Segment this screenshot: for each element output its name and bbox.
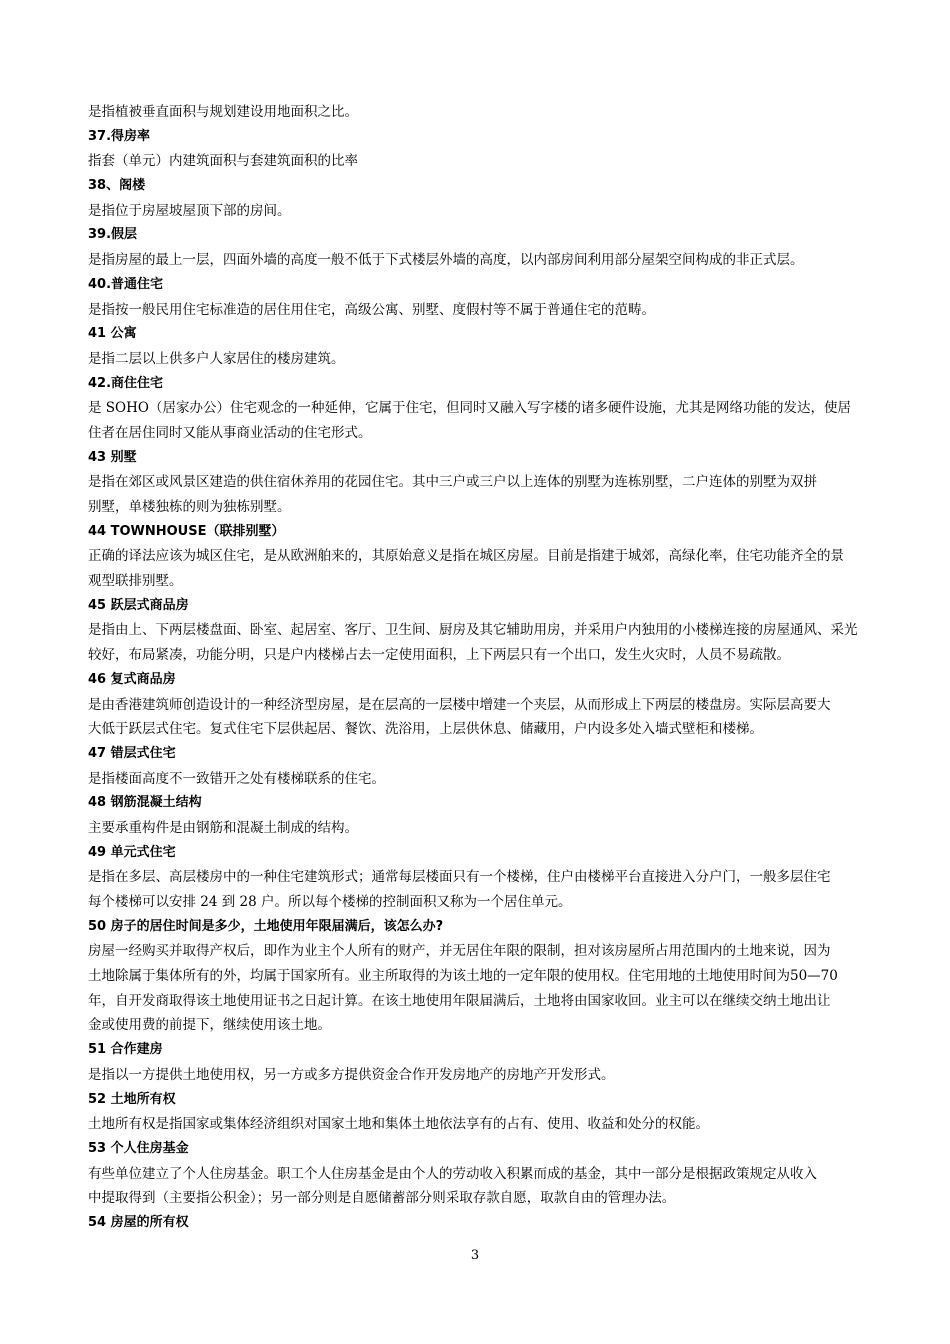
section-heading: 44 TOWNHOUSE（联排别墅） (88, 523, 285, 539)
body-text-line: 是指在多层、高层楼房中的一种住宅建筑形式；通常每层楼面只有一个楼梯，住户由楼梯平台直接进入分户门，一般多层住宅 (88, 869, 831, 886)
body-text-line: 大低于跃层式住宅。复式住宅下层供起居、餐饮、洗浴用，上层供休息、储藏用，户内设多处入墙式壁柜和楼梯。 (88, 721, 763, 738)
body-text-line: 正确的译法应该为城区住宅，是从欧洲舶来的，其原始意义是指在城区房屋。目前是指建于城郊，高绿化率，住宅功能齐全的景 (88, 548, 844, 565)
section-heading: 38、阁楼 (88, 178, 146, 194)
body-text-line: 土地除属于集体所有的外，均属于国家所有。业主所取得的为该土地的一定年限的使用权。住宅用地的土地使用时间为50—70 (88, 968, 838, 985)
section-heading: 42.商住住宅 (88, 375, 164, 391)
page-number: 3 (470, 1248, 480, 1263)
body-text-line: 土地所有权是指国家或集体经济组织对国家土地和集体土地依法享有的占有、使用、收益和处分的权能。 (88, 1116, 709, 1133)
body-text-line: 是指二层以上供多户人家居住的楼房建筑。 (88, 350, 345, 367)
body-text-line: 每个楼梯可以安排 24 到 28 户。所以每个楼梯的控制面积又称为一个居住单元。 (88, 894, 572, 910)
section-heading: 53 个人住房基金 (88, 1140, 189, 1156)
section-heading: 40.普通住宅 (88, 276, 164, 292)
section-heading: 50 房子的居住时间是多少，土地使用年限届满后，该怎么办? (88, 918, 444, 934)
body-text-line: 住者在居住同时又能从事商业活动的住宅形式。 (88, 424, 372, 441)
section-heading: 54 房屋的所有权 (88, 1214, 189, 1230)
body-text-line: 年，自开发商取得该土地使用证书之日起计算。在该土地使用年限届满后，土地将由国家收回。业主可以在继续交纳土地出让 (88, 992, 831, 1009)
body-text-line: 是 SOHO（居家办公）住宅观念的一种延伸，它属于住宅，但同时又融入写字楼的诸多硬件设施，尤其是网络功能的发达，使居 (88, 400, 851, 417)
body-text-line: 观型联排别墅。 (88, 573, 183, 590)
section-heading: 48 钢筋混凝土结构 (88, 795, 202, 811)
section-heading: 46 复式商品房 (88, 671, 176, 687)
body-text-line: 房屋一经购买并取得产权后，即作为业主个人所有的财产，并无居住年限的限制，担对该房屋所占用范围内的土地来说，因为 (88, 943, 831, 960)
section-heading: 49 单元式住宅 (88, 844, 176, 860)
body-text-line: 中提取得到（主要指公积金）；另一部分则是自愿储蓄部分则采取存款自愿，取款自由的管理办法。 (88, 1190, 676, 1207)
body-text-line: 是指楼面高度不一致错开之处有楼梯联系的住宅。 (88, 770, 385, 787)
body-text-line: 是指由上、下两层楼盘面、卧室、起居室、客厅、卫生间、厨房及其它辅助用房，并采用户内独用的小楼梯连接的房屋通风、采光 (88, 622, 858, 639)
body-text-line: 是指位于房屋坡屋顶下部的房间。 (88, 202, 291, 219)
body-text-line: 有些单位建立了个人住房基金。职工个人住房基金是由个人的劳动收入积累而成的基金，其中一部分是根据政策规定从收入 (88, 1165, 817, 1182)
body-text-line: 金或使用费的前提下，继续使用该土地。 (88, 1017, 331, 1034)
body-text-line: 是指植被垂直面积与规划建设用地面积之比。 (88, 104, 358, 120)
body-text-line: 主要承重构件是由钢筋和混凝土制成的结构。 (88, 819, 358, 836)
body-text-line: 指套（单元）内建筑面积与套建筑面积的比率 (88, 153, 358, 170)
section-heading: 52 土地所有权 (88, 1091, 176, 1107)
body-text-line: 是由香港建筑师创造设计的一种经济型房屋，是在层高的一层楼中增建一个夹层，从而形成上下两层的楼盘房。实际层高要大 (88, 696, 831, 713)
section-heading: 51 合作建房 (88, 1042, 163, 1058)
section-heading: 43 别墅 (88, 449, 137, 465)
document-page (88, 100, 868, 1236)
body-text-line: 是指在郊区或风景区建造的供住宿休养用的花园住宅。其中三户或三户以上连体的别墅为连栋别墅，二户连体的别墅为双拼 (88, 474, 817, 491)
body-text-line: 较好，布局紧凑，功能分明，只是户内楼梯占去一定使用面积，上下两层只有一个出口，发生火灾时，人员不易疏散。 (88, 647, 790, 664)
section-heading: 47 错层式住宅 (88, 745, 176, 761)
body-text-line: 是指按一般民用住宅标准造的居住用住宅，高级公寓、别墅、度假村等不属于普通住宅的范畴。 (88, 301, 655, 318)
body-text-line: 别墅，单楼独栋的则为独栋别墅。 (88, 499, 291, 515)
section-heading: 39.假层 (88, 227, 138, 243)
section-heading: 41 公寓 (88, 326, 137, 342)
section-heading: 37.得房率 (88, 128, 151, 144)
section-heading: 45 跃层式商品房 (88, 597, 189, 613)
body-text-line: 是指房屋的最上一层，四面外墙的高度一般不低于下式楼层外墙的高度，以内部房间利用部分屋架空间构成的非正式层。 (88, 252, 804, 269)
body-text-line: 是指以一方提供土地使用权，另一方或多方提供资金合作开发房地产的房地产开发形式。 (88, 1066, 615, 1083)
